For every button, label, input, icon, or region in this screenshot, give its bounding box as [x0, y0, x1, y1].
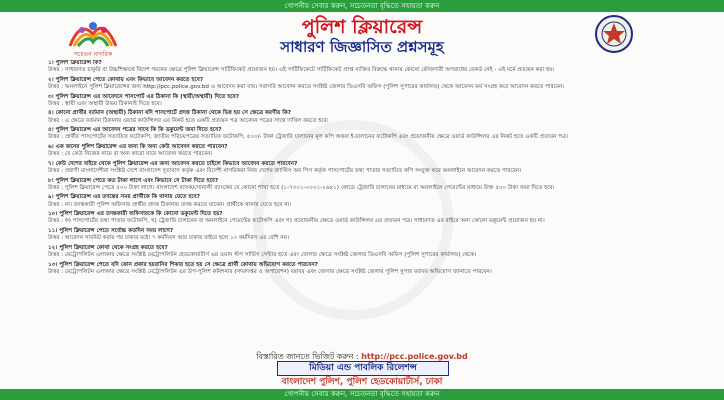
- faq-question: ৬। এক জনের পুলিশ ক্লিয়ারেন্স এর জন্য কি অন্য কেউ আবেদন করতে পারবেন?: [48, 143, 228, 150]
- faq-answer: উত্তর : এ ক্ষেত্রে বর্তমান ঠিকানার ওয়ার্ড কাউন্সিলর এর নিকট হতে একটি প্রত্যয়ন পত্র আবেদন পত্রের সাথে দাখিল করতে হবে।: [48, 117, 329, 124]
- faq-question: ৩। পুলিশ ক্লিয়ারেন্স এর আবেদনে পাসপোর্ট এর ঠিকানা কি (স্থায়ী/অস্থায়ী) দিতে হবে?: [48, 93, 240, 100]
- faq-question: ৮। পুলিশ ক্লিয়ারেন্স পেতে কত টাকা লাগে এবং কিভাবে সে টাকা দিতে হবে?: [48, 177, 219, 184]
- faq-answer: উত্তর : প্রবাসী বাংলাদেশীরা সংশ্লিষ্ট দেশে বাংলাদেশ দূতাবাস কর্তৃক এবং বিদেশী নাগরিকরা নিজ দেশের জাস্টিস অব পিস কর্তৃক পাসপোর্টের তথ্য পাতার সত্যায়িত কপি সংযুক্ত করে অনলাইনে আবেদন করতে পারবেন।: [48, 167, 522, 174]
- faq-item: [48, 110, 678, 124]
- faq-answer: উত্তর : ক) পাসপোর্টের তথ্য পাতার ফটোকপি, খ) ট্রেজারি চালানের বা অনলাইনে পেমেন্টের ফটোকপি এবং গ) প্রয়োজনীয় ক্ষেত্রে ওয়ার্ড কাউন্সিলর এর প্রত্যয়ন পত্র। সাধারণত এর বাইরে অন্য কোনো ডকুমেন্ট প্রয়োজন হয় না।: [48, 218, 545, 225]
- bangladesh-police-emblem-icon: [594, 14, 634, 54]
- police-hq-line: বাংলাদেশ পুলিশ, পুলিশ হেডকোয়ার্টার্স, ঢাকা: [281, 377, 443, 387]
- faq-question: ৫। পুলিশ ক্লিয়ারেন্স এর আবেদন পত্রের সাথে কি কি ডকুমেন্ট জমা দিতে হবে?: [48, 127, 222, 134]
- page-subtitle: সাধারণ জিজ্ঞাসিত প্রশ্নসমূহ: [280, 38, 444, 56]
- faq-answer: উত্তর : যে কেউ নিজের নামে বা অন্য কারো নামে আবেদন করতে পারবেন।: [48, 151, 213, 158]
- faq-item: [48, 144, 678, 158]
- emblem-graphic: [594, 14, 634, 54]
- faq-item: [48, 161, 678, 175]
- faq-item: [48, 245, 678, 259]
- faq-answer: উত্তর : মেট্রোপলিটন এলাকার ক্ষেত্রে সংশ্লিষ্ট মেট্রোপলিটন হেডকোয়ার্টার্স এর ওয়ান স্টপ সার্ভিস সেন্টার হতে এবং জেলার ক্ষেত্রে সংশ্লিষ্ট জেলার ডিএসবি অফিস (পুলিশ সুপারের কার্যালয়) থেকে।: [48, 251, 477, 258]
- header: [0, 12, 724, 58]
- faq-question: ৪। কোনো প্রার্থীর বর্তমান (অস্থায়ী) ঠিকানা যদি পাসপোর্টে প্রদত্ত ঠিকানা থেকে ভিন্ন হয় সে ক্ষেত্রে করণীয় কি?: [48, 110, 291, 117]
- media-relations-box: মিডিয়া এন্ড পাবলিক রিলেশন্স: [277, 361, 449, 376]
- faq-item: [48, 194, 678, 208]
- logo-graphic: [60, 16, 126, 50]
- faq-answer: উত্তর : সাধারণত চাকুরি বা উচ্চশিক্ষার্থে বিদেশ গমনের ক্ষেত্রে পুলিশ ক্লিয়ারেন্স সার্টিফিকেট প্রয়োজন হয়। এই সার্টিফিকেটে সার্টিফিকেট প্রাপ্ত ব্যক্তির বিরুদ্ধে থানায় কোনো ফৌজদারী অপরাধের রেকর্ড নেই - এই মর্মে প্রত্যয়ন করা হয়।: [48, 67, 555, 74]
- pcc-website-link[interactable]: http://pcc.police.gov.bd: [361, 352, 468, 361]
- faq-question: ১। পুলিশ ক্লিয়ারেন্স কি?: [48, 60, 102, 66]
- faq-item: [48, 211, 678, 225]
- faq-list: [48, 60, 678, 350]
- faq-answer: উত্তর : প্রার্থীর পাসপোর্টের সত্যায়িত ফটোকপি, জাতীয় পরিচয়পত্রের সত্যায়িত ফটোকপি, ৫০০/- টাকা ট্রেজারি চালানের মূল কপি অথবা ই-চালানের ফটোকপি এবং প্রয়োজনীয় ক্ষেত্রে ওয়ার্ড কাউন্সিলর এর নিকট হতে একটি প্রত্যয়ন পত্র।: [48, 134, 569, 141]
- faq-answer: উত্তর : স্থায়ী এবং অস্থায়ী উভয় ঠিকানাই দিতে হবে।: [48, 100, 162, 107]
- faq-question: ৯। পুলিশ ক্লিয়ারেন্স এর তদন্তের সময় প্রার্থীকে কি থানায় যেতে হবে?: [48, 194, 201, 201]
- faq-item: [48, 262, 678, 276]
- faq-item: [48, 127, 678, 141]
- bottom-strip: গোপনীয় সেবার করুন, সচেতনতা বৃদ্ধিতে সহায়তা করুন: [0, 389, 724, 400]
- faq-item: [48, 228, 678, 242]
- faq-item: [48, 94, 678, 108]
- faq-answer: উত্তর : না। তদন্তকারী পুলিশ অফিসার প্রার্থীর প্রদত্ত ঠিকানায় তদন্ত করতে যাবেন। প্রার্থীকে থানায় যেতে হবে না।: [48, 201, 292, 208]
- faq-answer: উত্তর : আবেদন সাবমিট করার পর ঢাকার মধ্যে ৭ কর্মদিবস আর ঢাকার বাইরে হলে ১০ কর্মদিবস এর বেশি নয়।: [48, 235, 289, 242]
- sochetan-nagorik-logo-icon: [60, 16, 126, 58]
- footer-prefix: বিস্তারিত জানতে ভিজিট করুন :: [256, 352, 362, 361]
- top-strip: গোপনীয় সেবার করুন, সচেতনতা বৃদ্ধিতে সহায়তা করুন: [0, 0, 724, 12]
- page-title: পুলিশ ক্লিয়ারেন্স: [301, 16, 423, 38]
- faq-question: ১০। পুলিশ ক্লিয়ারেন্স এর তদন্তকারী অফিসারকে কি কোনো ডকুমেন্ট দিতে হয়?: [48, 211, 223, 218]
- faq-question: ১৩। পুলিশ ক্লিয়ারেন্স পেতে যদি কোন প্রকার হয়রানির শিকার হতে হয় সে ক্ষেত্রে প্রার্থী কোথায় অভিযোগ করতে পারবেন?: [48, 261, 318, 268]
- faq-item: [48, 60, 678, 74]
- faq-question: ২। পুলিশ ক্লিয়ারেন্স পেতে কোথায় এবং কিভাবে আবেদন করতে হবে?: [48, 76, 204, 83]
- logo-caption: সচেতন নাগরিক: [73, 51, 113, 58]
- faq-answer: উত্তর : মেট্রোপলিটন এলাকার ক্ষেত্রে সংশ্লিষ্ট মেট্রোপলিটন এর উপ-পুলিশ কমিশনার (সদরদপ্তর ও অপারেশন) বরাবর এবং জেলার ক্ষেত্রে সংশ্লিষ্ট জেলার পুলিশ সুপার বরাবর অভিযোগ জানাতে পারবেন।: [48, 268, 492, 275]
- faq-question: ৭। কেউ দেশের বাইরে থেকে পুলিশ ক্লিয়ারেন্স এর জন্য আবেদন করতে চাইলে কিভাবে আবেদন করতে পারবেন?: [48, 160, 298, 167]
- faq-answer: উত্তর : পুলিশ ক্লিয়ারেন্স পেতে ৫০০ টাকা লাগে। বাংলাদেশ ব্যাংক/সোনালী ব্যাংকের যে কোনো শাখা হতে (১-৭৩০১-০০০১-২৬৮১) কোডে ট্রেজারি চালানের মাধ্যমে বা অনলাইনে পেমেন্টের মাধ্যমে উক্ত ৫০০ টাকা জমা দিতে হবে।: [48, 184, 555, 191]
- faq-question: ১১। পুলিশ ক্লিয়ারেন্স পেতে সর্বোচ্চ কতদিন সময় লাগে?: [48, 227, 174, 234]
- faq-answer: উত্তর : অনলাইনে পুলিশ ক্লিয়ারেন্সের জন্য http://pcc.police.gov.bd এ আবেদন করা যায়। সরাসরি আবেদন করতে সংশ্লিষ্ট জেলার ডিএসবি অফিস (পুলিশ সুপারের কার্যালয়) থেকে আবেদন ফর্ম সংগ্রহ করে আবেদন করতে পারবেন।: [48, 84, 565, 90]
- faq-item: [48, 178, 678, 192]
- faq-question: ১২। পুলিশ ক্লিয়ারেন্স কোথা থেকে সংগ্রহ করতে হবে?: [48, 244, 168, 251]
- faq-item: [48, 77, 678, 91]
